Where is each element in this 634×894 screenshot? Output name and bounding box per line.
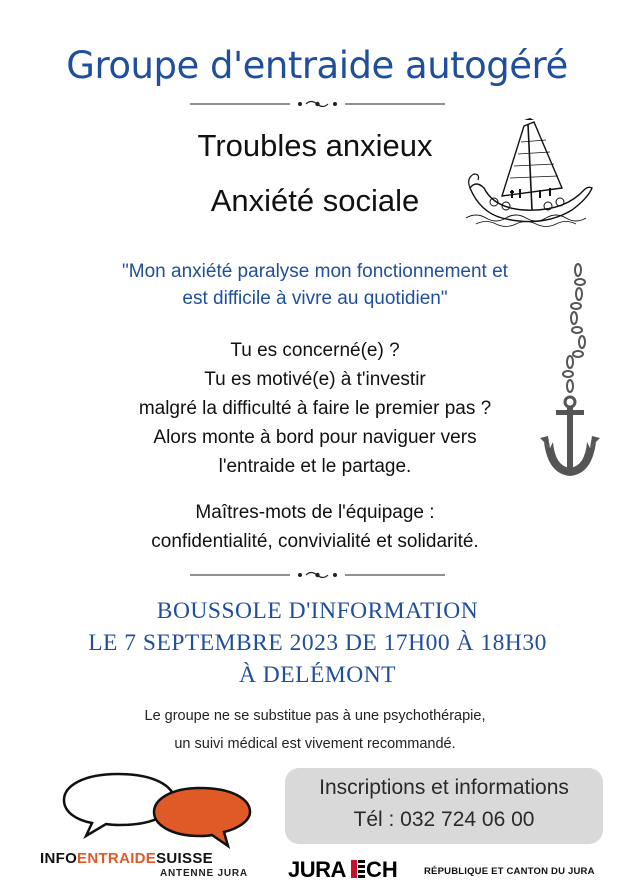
subtitle-troubles: Troubles anxieux (197, 128, 433, 163)
anchor-icon (540, 262, 620, 482)
question-line: Alors monte à bord pour naviguer vers (153, 427, 477, 448)
divider-ornament (190, 97, 445, 111)
quote-line: est difficile à vivre au quotidien" (182, 288, 448, 309)
motto-heading: Maîtres-mots de l'équipage : (195, 502, 435, 523)
logo-text-entraide: ENTRAIDE (77, 850, 157, 867)
page-title: Groupe d'entraide autogéré (66, 44, 568, 87)
jura-logo-caption: RÉPUBLIQUE ET CANTON DU JURA (424, 866, 595, 877)
event-title: BOUSSOLE D'INFORMATION (156, 598, 479, 624)
jura-flag-icon (351, 860, 365, 878)
question-line: Tu es motivé(e) à t'investir (204, 369, 426, 390)
disclaimer-line: Le groupe ne se substitue pas à une psychothérapie, (144, 708, 486, 724)
event-location: À DELÉMONT (238, 662, 397, 688)
infoentraide-logo (40, 850, 213, 867)
divider-ornament (190, 568, 445, 582)
ship-icon (462, 118, 597, 228)
contact-heading: Inscriptions et informations (319, 776, 569, 799)
subtitle-anxiete: Anxiété sociale (210, 183, 420, 218)
motto-values: confidentialité, convivialité et solidarité. (151, 531, 479, 552)
event-date: LE 7 SEPTEMBRE 2023 DE 17H00 À 18H30 (88, 630, 547, 656)
jura-logo-text: JURA (288, 857, 346, 882)
chat-bubbles-icon (58, 770, 258, 850)
quote-line: "Mon anxiété paralyse mon fonctionnement et (122, 261, 508, 282)
logo-text-info: INFO (40, 850, 78, 867)
contact-phone[interactable]: Tél : 032 724 06 00 (353, 808, 535, 831)
question-line: l'entraide et le partage. (218, 456, 412, 477)
quote (60, 258, 570, 312)
disclaimer-line: un suivi médical est vivement recommandé. (174, 736, 456, 752)
logo-subtitle: ANTENNE JURA (160, 868, 248, 879)
question-line: Tu es concerné(e) ? (230, 340, 400, 361)
question-line: malgré la difficulté à faire le premier pas ? (138, 398, 492, 419)
jura-logo-ch: CH (366, 857, 398, 882)
logo-text-suisse: SUISSE (156, 850, 213, 867)
